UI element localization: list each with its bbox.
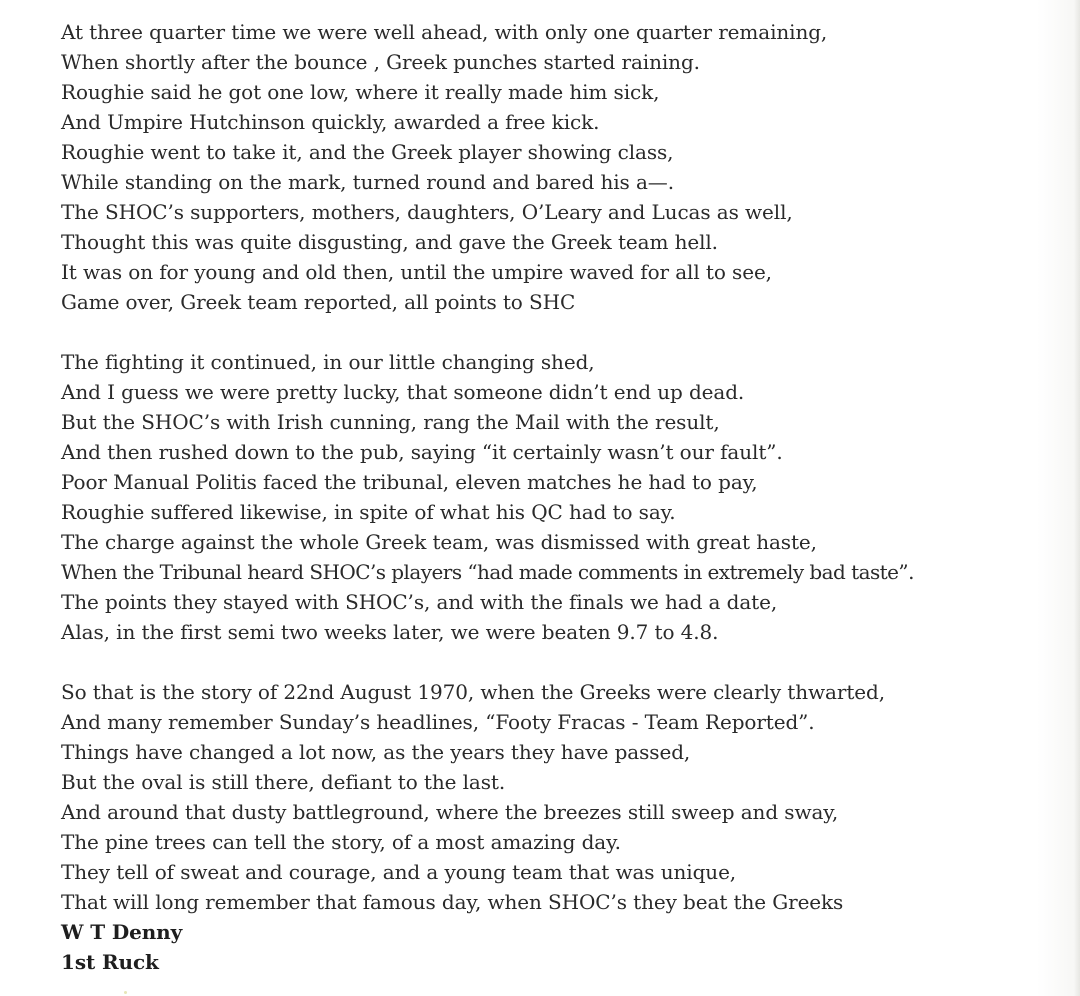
poem-line: Roughie went to take it, and the Greek player showing class, bbox=[61, 140, 674, 164]
poem-line: And Umpire Hutchinson quickly, awarded a free kick. bbox=[61, 110, 600, 134]
poem-line: But the oval is still there, defiant to the last. bbox=[61, 770, 506, 794]
poem-line: And I guess we were pretty lucky, that someone didn’t end up dead. bbox=[61, 380, 745, 404]
poem-line: But the SHOC’s with Irish cunning, rang the Mail with the result, bbox=[61, 410, 720, 434]
poem-line: And then rushed down to the pub, saying “it certainly wasn’t our fault”. bbox=[61, 440, 783, 464]
poem-line: At three quarter time we were well ahead, with only one quarter remaining, bbox=[61, 20, 828, 44]
poem-line: It was on for young and old then, until the umpire waved for all to see, bbox=[61, 260, 772, 284]
poem-line: While standing on the mark, turned round and bared his a—. bbox=[61, 170, 674, 194]
poem-line: And around that dusty battleground, where the breezes still sweep and sway, bbox=[61, 800, 839, 824]
poem bbox=[61, 17, 1071, 977]
poem-line: The pine trees can tell the story, of a most amazing day. bbox=[61, 830, 621, 854]
poem-line: Game over, Greek team reported, all points to SHC bbox=[61, 290, 576, 314]
stanza-1 bbox=[61, 17, 1071, 317]
author-name: W T Denny bbox=[61, 920, 183, 944]
poem-line: The charge against the whole Greek team, was dismissed with great haste, bbox=[61, 530, 817, 554]
poem-line: So that is the story of 22nd August 1970, when the Greeks were clearly thwarted, bbox=[61, 680, 885, 704]
poem-line: The points they stayed with SHOC’s, and with the finals we had a date, bbox=[61, 590, 778, 614]
poem-line: Roughie suffered likewise, in spite of what his QC had to say. bbox=[61, 500, 676, 524]
stanza-3 bbox=[61, 677, 1071, 917]
poem-line: That will long remember that famous day, when SHOC’s they beat the Greeks bbox=[61, 890, 844, 914]
poem-line: Roughie said he got one low, where it really made him sick, bbox=[61, 80, 660, 104]
poem-line: They tell of sweat and courage, and a young team that was unique, bbox=[61, 860, 737, 884]
poem-line: The SHOC’s supporters, mothers, daughters, O’Leary and Lucas as well, bbox=[61, 200, 793, 224]
poem-line: Poor Manual Politis faced the tribunal, eleven matches he had to pay, bbox=[61, 470, 758, 494]
signature bbox=[61, 917, 1071, 977]
stanza-2 bbox=[61, 347, 1071, 647]
poem-line: Alas, in the first semi two weeks later, we were beaten 9.7 to 4.8. bbox=[61, 620, 719, 644]
poem-line: And many remember Sunday’s headlines, “Footy Fracas - Team Reported”. bbox=[61, 710, 815, 734]
author-role: 1st Ruck bbox=[61, 950, 159, 974]
poem-line: When the Tribunal heard SHOC’s players “had made comments in extremely bad taste”. bbox=[61, 560, 914, 584]
paper-speck bbox=[124, 991, 127, 994]
poem-line: Things have changed a lot now, as the years they have passed, bbox=[61, 740, 691, 764]
page-edge-shadow bbox=[1074, 0, 1080, 996]
poem-line: Thought this was quite disgusting, and gave the Greek team hell. bbox=[61, 230, 718, 254]
poem-line: When shortly after the bounce , Greek punches started raining. bbox=[61, 50, 700, 74]
poem-line: The fighting it continued, in our little changing shed, bbox=[61, 350, 595, 374]
